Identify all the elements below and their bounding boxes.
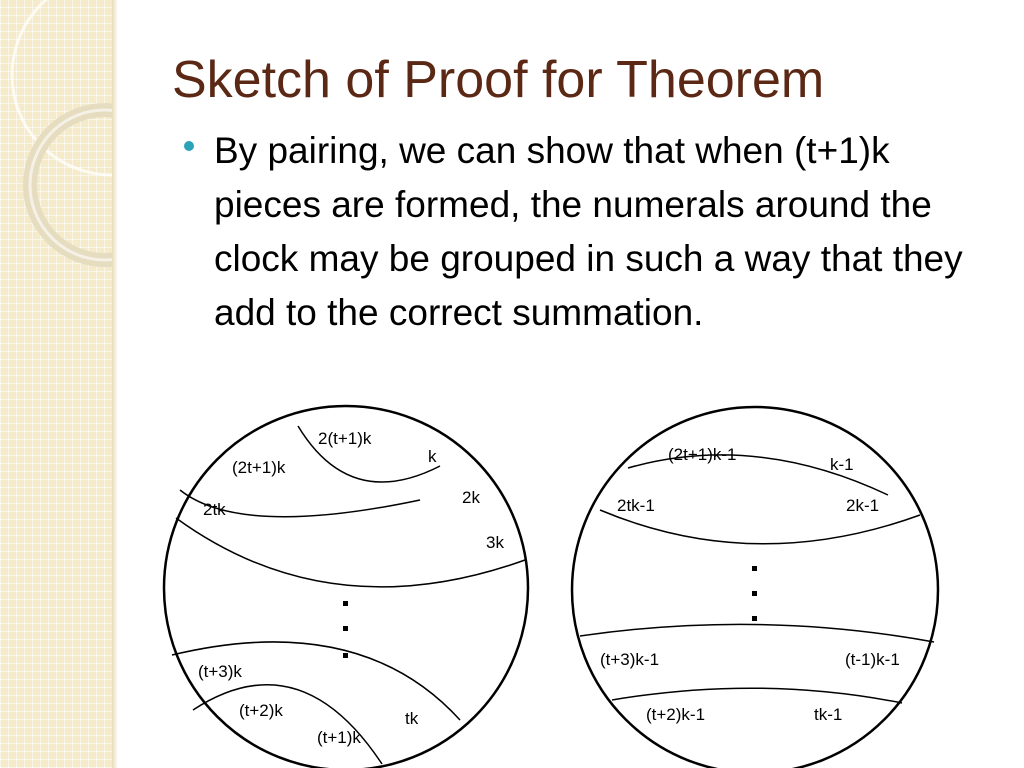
left-circle	[164, 406, 528, 768]
right-label-2t-plus-1-k-minus-1: (2t+1)k-1	[668, 445, 737, 464]
left-clock-diagram	[164, 406, 528, 768]
right-chord-bottom	[612, 688, 902, 703]
bullet-text: By pairing, we can show that when (t+1)k pieces are formed, the numerals around the clock may be grouped in such a way that they add to the correct summation.	[214, 130, 963, 333]
left-label-t-plus-2-k: (t+2)k	[239, 701, 283, 720]
left-label-3k: 3k	[486, 533, 504, 552]
right-label-tk-minus-1: tk-1	[814, 705, 843, 724]
right-label-2tk-minus-1: 2tk-1	[617, 496, 655, 515]
right-label-t-minus-1-k-minus-1: (t-1)k-1	[845, 650, 900, 669]
left-label-k: k	[428, 447, 437, 466]
left-label-t-plus-1-k: (t+1)k	[317, 728, 361, 747]
right-label-k-minus-1: k-1	[830, 455, 854, 474]
left-label-2-t-plus-1-k: 2(t+1)k	[318, 429, 372, 448]
right-chord-upper	[600, 510, 920, 544]
right-label-t-plus-3-k-minus-1: (t+3)k-1	[600, 650, 660, 669]
right-ellipsis-dots	[752, 566, 757, 621]
left-label-tk: tk	[405, 709, 419, 728]
right-clock-diagram	[572, 407, 938, 768]
left-chord-bottom-arc	[193, 685, 382, 764]
right-circle	[572, 407, 938, 768]
left-label-t-plus-3-k: (t+3)k	[198, 662, 242, 681]
left-label-2tk: 2tk	[203, 500, 226, 519]
right-chord-lower	[580, 624, 934, 642]
right-label-2k-minus-1: 2k-1	[846, 496, 880, 515]
left-label-2t-plus-1-k: (2t+1)k	[232, 458, 286, 477]
right-label-t-plus-2-k-minus-1: (t+2)k-1	[646, 705, 706, 724]
left-label-2k: 2k	[462, 488, 480, 507]
left-chord-middle	[176, 518, 525, 587]
slide-title: Sketch of Proof for Theorem	[172, 51, 825, 109]
